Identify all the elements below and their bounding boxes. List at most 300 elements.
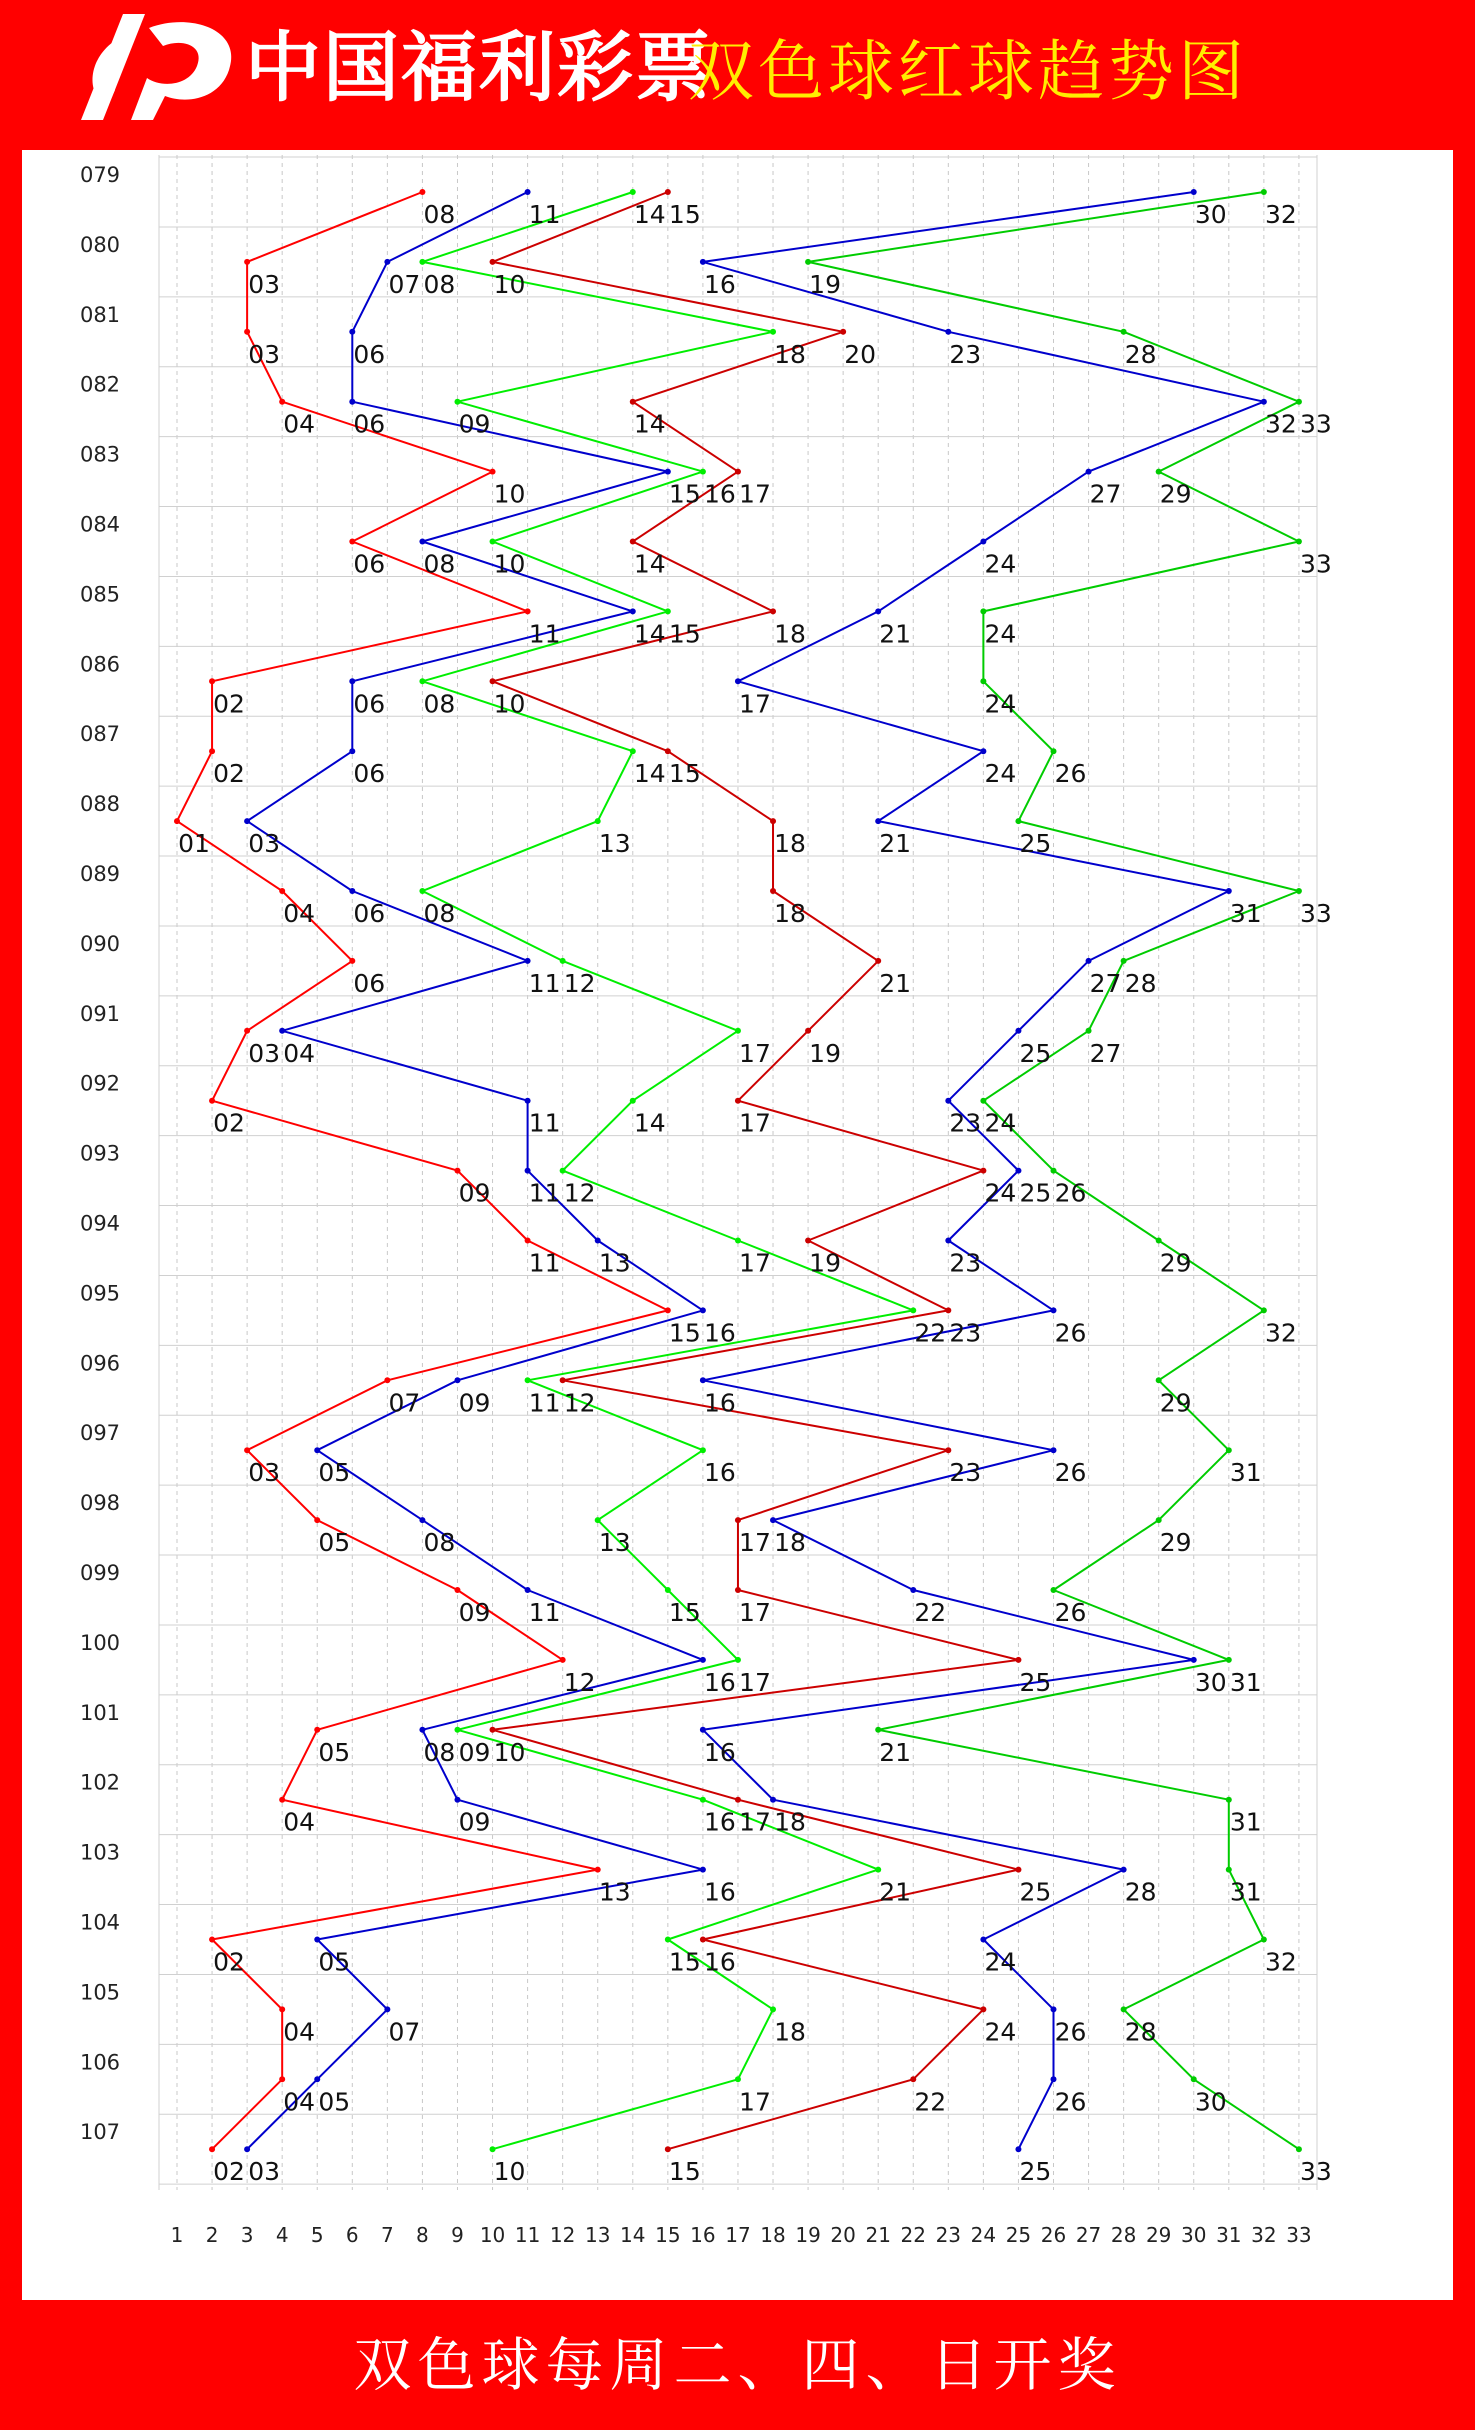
ball-number-label: 05: [318, 1737, 351, 1767]
ball-number-label: 23: [949, 339, 982, 369]
series-point-4: [805, 1028, 811, 1034]
x-tick-label: 17: [725, 2223, 751, 2247]
series-point-3: [700, 1447, 706, 1453]
ball-number-label: 24: [984, 689, 1017, 719]
ball-number-label: 29: [1159, 479, 1192, 509]
series-point-3: [525, 1377, 531, 1383]
ball-number-label: 10: [493, 689, 526, 719]
series-point-1: [560, 1657, 566, 1663]
series-point-4: [700, 1937, 706, 1943]
series-point-1: [665, 1307, 671, 1313]
series-point-3: [454, 1727, 460, 1733]
series-point-1: [209, 1098, 215, 1104]
series-point-5: [1086, 958, 1092, 964]
series-point-6: [1261, 189, 1267, 195]
ball-number-label: 33: [1300, 409, 1332, 439]
ball-number-label: 26: [1054, 1598, 1087, 1627]
series-point-6: [1121, 329, 1127, 335]
series-point-2: [314, 1447, 320, 1453]
ball-number-label: 30: [1194, 2087, 1227, 2117]
ball-number-label: 30: [1194, 1667, 1227, 1697]
series-point-2: [314, 2076, 320, 2082]
ball-number-label: 11: [528, 1108, 561, 1138]
ball-number-label: 03: [248, 829, 281, 859]
ball-number-label: 26: [1054, 759, 1087, 789]
x-tick-label: 21: [865, 2223, 891, 2247]
series-point-6: [1121, 2006, 1127, 2012]
ball-number-label: 28: [1124, 339, 1157, 369]
series-point-1: [490, 469, 496, 475]
series-point-6: [1121, 958, 1127, 964]
x-tick-label: 20: [830, 2223, 856, 2247]
ball-number-label: 16: [703, 1877, 736, 1907]
series-point-1: [244, 1028, 250, 1034]
series-point-2: [279, 1028, 285, 1034]
ball-number-label: 24: [984, 1947, 1017, 1977]
series-point-2: [349, 748, 355, 754]
series-point-4: [630, 539, 636, 545]
ball-number-label: 06: [353, 689, 386, 719]
x-tick-label: 6: [345, 2223, 359, 2247]
ball-number-label: 08: [423, 200, 456, 229]
period-label: 106: [79, 2050, 121, 2075]
series-point-6: [875, 1727, 881, 1733]
ball-number-label: 18: [774, 2017, 806, 2047]
ball-number-label: 08: [423, 689, 456, 719]
series-point-1: [209, 748, 215, 754]
series-point-1: [314, 1727, 320, 1733]
ball-number-label: 06: [353, 968, 386, 998]
series-point-3: [419, 678, 425, 684]
ball-number-label: 03: [248, 1038, 281, 1068]
series-point-3: [630, 189, 636, 195]
ball-number-label: 22: [914, 2087, 947, 2117]
ball-number-label: 06: [353, 409, 386, 439]
ball-number-label: 12: [563, 1178, 596, 1208]
x-tick-label: 18: [760, 2223, 786, 2247]
series-point-4: [945, 1307, 951, 1313]
series-point-3: [735, 1028, 741, 1034]
ball-number-label: 09: [458, 1178, 491, 1208]
series-point-4: [770, 608, 776, 614]
ball-number-label: 26: [1054, 2087, 1087, 2117]
x-tick-label: 12: [549, 2223, 576, 2247]
series-point-3: [630, 1098, 636, 1104]
ball-number-label: 23: [949, 1318, 982, 1348]
ball-number-label: 21: [879, 829, 912, 859]
series-point-5: [1051, 1307, 1057, 1313]
period-label: 103: [79, 1840, 121, 1865]
ball-number-label: 16: [703, 1667, 736, 1697]
ball-number-label: 03: [248, 2157, 281, 2187]
ball-number-label: 19: [809, 269, 841, 299]
ball-number-label: 16: [703, 1388, 736, 1418]
x-tick-label: 22: [900, 2223, 926, 2247]
series-point-6: [805, 259, 811, 265]
ball-number-label: 31: [1229, 1458, 1262, 1488]
series-point-3: [875, 1867, 881, 1873]
ball-number-label: 16: [703, 479, 736, 509]
ball-number-label: 25: [1019, 2157, 1052, 2187]
ball-number-label: 05: [318, 1528, 351, 1558]
period-label: 099: [79, 1561, 121, 1585]
x-tick-label: 4: [275, 2223, 289, 2247]
ball-number-label: 25: [1019, 1038, 1052, 1068]
period-label: 083: [79, 442, 121, 467]
ball-number-label: 12: [563, 1667, 596, 1697]
ball-number-label: 09: [458, 1737, 491, 1767]
ball-number-label: 10: [493, 269, 526, 299]
x-tick-label: 15: [655, 2223, 681, 2247]
series-point-4: [945, 1447, 951, 1453]
ball-number-label: 12: [563, 1388, 596, 1418]
period-label: 096: [79, 1351, 121, 1376]
ball-number-label: 28: [1124, 968, 1157, 998]
period-label: 080: [79, 232, 121, 257]
ball-number-label: 09: [458, 1388, 491, 1418]
ball-number-label: 15: [668, 759, 701, 789]
ball-number-label: 09: [458, 1807, 491, 1837]
ball-number-label: 27: [1089, 968, 1122, 998]
series-point-2: [630, 608, 636, 614]
series-point-3: [665, 1587, 671, 1593]
series-point-5: [945, 1098, 951, 1104]
series-point-2: [700, 1657, 706, 1663]
ball-number-label: 18: [774, 899, 806, 928]
series-point-2: [419, 539, 425, 545]
series-point-2: [419, 1727, 425, 1733]
ball-number-label: 19: [809, 1248, 841, 1278]
series-point-4: [875, 958, 881, 964]
ball-number-label: 33: [1300, 549, 1332, 579]
series-point-3: [490, 539, 496, 545]
header: [0, 0, 1475, 150]
ball-number-label: 11: [528, 1598, 561, 1627]
ball-number-label: 15: [668, 619, 701, 649]
ball-number-label: 25: [1019, 1877, 1052, 1907]
series-point-4: [980, 2006, 986, 2012]
period-label: 100: [79, 1630, 121, 1655]
x-tick-label: 32: [1251, 2223, 1277, 2247]
series-point-3: [735, 2076, 741, 2082]
ball-number-label: 06: [353, 899, 386, 928]
ball-number-label: 17: [739, 689, 771, 719]
ball-number-label: 12: [563, 968, 596, 998]
x-tick-label: 28: [1110, 2223, 1137, 2247]
ball-number-label: 13: [598, 829, 631, 859]
x-tick-label: 7: [380, 2223, 394, 2247]
ball-number-label: 22: [914, 1598, 947, 1627]
ball-number-label: 06: [353, 339, 386, 369]
ball-number-label: 07: [388, 269, 421, 299]
series-point-5: [1191, 1657, 1197, 1663]
series-point-5: [700, 259, 706, 265]
ball-number-label: 16: [703, 269, 736, 299]
series-point-4: [665, 748, 671, 754]
series-point-3: [770, 2006, 776, 2012]
period-label: 090: [79, 931, 121, 956]
series-point-4: [770, 888, 776, 894]
series-point-5: [1121, 1867, 1127, 1873]
series-point-5: [735, 678, 741, 684]
ball-number-label: 21: [879, 968, 912, 998]
ball-number-label: 24: [984, 1178, 1017, 1208]
period-label: 101: [79, 1700, 121, 1725]
series-point-5: [980, 748, 986, 754]
series-point-5: [770, 1797, 776, 1803]
ball-number-label: 23: [949, 1108, 982, 1138]
x-tick-label: 33: [1286, 2223, 1312, 2247]
series-point-1: [279, 888, 285, 894]
series-point-3: [595, 1517, 601, 1523]
ball-number-label: 23: [949, 1458, 982, 1488]
series-point-5: [945, 329, 951, 335]
series-point-4: [770, 818, 776, 824]
series-point-6: [1156, 1377, 1162, 1383]
x-tick-label: 27: [1075, 2223, 1102, 2247]
ball-number-label: 04: [283, 1038, 316, 1068]
ball-number-label: 02: [213, 1108, 245, 1138]
ball-number-label: 07: [388, 1388, 421, 1418]
ball-number-label: 13: [598, 1877, 631, 1907]
series-point-2: [454, 1797, 460, 1803]
ball-number-label: 17: [739, 1807, 771, 1837]
series-point-1: [279, 2076, 285, 2082]
ball-number-label: 24: [984, 619, 1017, 649]
x-tick-label: 23: [935, 2223, 962, 2247]
ball-number-label: 32: [1264, 200, 1297, 229]
ball-number-label: 21: [879, 619, 912, 649]
series-line-2: [247, 192, 703, 2149]
x-tick-label: 1: [170, 2223, 184, 2247]
series-point-2: [244, 2146, 250, 2152]
series-point-6: [1226, 1797, 1232, 1803]
ball-number-label: 17: [739, 2087, 771, 2117]
period-label: 079: [79, 163, 121, 187]
series-point-2: [525, 958, 531, 964]
series-point-3: [419, 888, 425, 894]
period-label: 091: [79, 1001, 121, 1026]
series-point-1: [525, 1238, 531, 1244]
ball-number-label: 16: [703, 1947, 736, 1977]
ball-number-label: 23: [949, 1248, 982, 1278]
ball-number-label: 18: [774, 829, 806, 859]
ball-number-label: 04: [283, 2087, 316, 2117]
ball-number-label: 02: [213, 759, 245, 789]
ball-number-label: 31: [1229, 899, 1262, 928]
ball-number-label: 10: [493, 1737, 526, 1767]
ball-number-label: 05: [318, 1458, 351, 1488]
ball-number-label: 08: [423, 1737, 456, 1767]
series-point-3: [560, 1168, 566, 1174]
series-point-2: [384, 2006, 390, 2012]
period-label: 088: [79, 792, 121, 817]
ball-number-label: 16: [703, 1807, 736, 1837]
ball-number-label: 27: [1089, 1038, 1122, 1068]
series-point-2: [454, 1377, 460, 1383]
series-point-6: [1296, 539, 1302, 545]
series-point-1: [209, 1937, 215, 1943]
series-point-2: [349, 888, 355, 894]
ball-number-label: 17: [739, 1038, 771, 1068]
series-point-1: [174, 818, 180, 824]
series-point-4: [735, 469, 741, 475]
series-point-1: [384, 1377, 390, 1383]
ball-number-label: 05: [318, 2087, 351, 2117]
ball-number-label: 21: [879, 1877, 912, 1907]
series-point-3: [910, 1307, 916, 1313]
series-point-5: [1226, 888, 1232, 894]
ball-number-label: 06: [353, 759, 386, 789]
ball-number-label: 08: [423, 269, 456, 299]
ball-number-label: 24: [984, 2017, 1017, 2047]
ball-number-label: 32: [1264, 409, 1297, 439]
series-point-4: [735, 1098, 741, 1104]
ball-number-label: 10: [493, 2157, 526, 2187]
x-tick-label: 30: [1181, 2223, 1207, 2247]
series-point-4: [1015, 1657, 1021, 1663]
ball-number-label: 17: [739, 479, 771, 509]
period-label: 107: [79, 2120, 121, 2145]
series-point-5: [700, 1727, 706, 1733]
period-label: 089: [79, 862, 121, 886]
series-point-6: [1296, 399, 1302, 405]
series-point-4: [735, 1517, 741, 1523]
x-tick-label: 2: [205, 2223, 219, 2247]
ball-number-label: 11: [528, 200, 561, 229]
series-point-4: [840, 329, 846, 335]
ball-number-label: 03: [248, 339, 281, 369]
x-tick-label: 11: [514, 2223, 541, 2247]
ball-number-label: 10: [493, 479, 526, 509]
x-tick-label: 16: [690, 2223, 716, 2247]
x-tick-label: 5: [310, 2223, 324, 2247]
series-point-3: [665, 1937, 671, 1943]
series-point-4: [560, 1377, 566, 1383]
series-point-6: [1226, 1867, 1232, 1873]
series-point-5: [1015, 1168, 1021, 1174]
x-tick-label: 29: [1145, 2223, 1172, 2247]
series-point-2: [244, 818, 250, 824]
series-point-5: [770, 1517, 776, 1523]
series-point-6: [1015, 818, 1021, 824]
series-point-5: [980, 1937, 986, 1943]
x-tick-label: 8: [416, 2223, 429, 2247]
series-point-2: [349, 329, 355, 335]
series-point-5: [945, 1238, 951, 1244]
series-point-6: [1156, 1517, 1162, 1523]
ball-number-label: 17: [739, 1108, 771, 1138]
series-point-2: [525, 189, 531, 195]
series-point-3: [735, 1238, 741, 1244]
series-point-1: [419, 189, 425, 195]
ball-number-label: 13: [598, 1528, 631, 1558]
ball-number-label: 33: [1300, 2157, 1332, 2187]
ball-number-label: 29: [1159, 1528, 1192, 1558]
series-point-2: [384, 259, 390, 265]
ball-number-label: 32: [1264, 1947, 1297, 1977]
ball-number-label: 26: [1054, 2017, 1087, 2047]
series-point-6: [1296, 888, 1302, 894]
ball-number-label: 15: [668, 479, 701, 509]
series-point-5: [1051, 2076, 1057, 2082]
series-point-1: [454, 1168, 460, 1174]
ball-number-label: 28: [1124, 2017, 1157, 2047]
ball-number-label: 22: [914, 1318, 947, 1348]
x-tick-label: 10: [479, 2223, 506, 2247]
period-label: 098: [79, 1491, 121, 1516]
series-point-5: [910, 1587, 916, 1593]
series-point-4: [1015, 1867, 1021, 1873]
series-point-4: [735, 1587, 741, 1593]
series-point-6: [1051, 748, 1057, 754]
period-label: 097: [79, 1421, 121, 1446]
ball-number-label: 18: [774, 619, 806, 649]
ball-number-label: 25: [1019, 1178, 1052, 1208]
ball-number-label: 04: [283, 899, 316, 928]
series-point-5: [1051, 2006, 1057, 2012]
series-point-1: [279, 399, 285, 405]
series-point-5: [1051, 1447, 1057, 1453]
ball-number-label: 14: [633, 200, 666, 229]
ball-number-label: 10: [493, 549, 526, 579]
trend-chart: [22, 150, 1453, 2300]
ball-number-label: 01: [178, 829, 210, 859]
series-point-6: [980, 678, 986, 684]
ball-number-label: 05: [318, 1947, 351, 1977]
period-label: 104: [79, 1910, 121, 1935]
ball-number-label: 14: [633, 759, 666, 789]
period-label: 093: [79, 1141, 121, 1166]
series-point-6: [980, 1098, 986, 1104]
series-point-3: [770, 329, 776, 335]
series-point-6: [1226, 1447, 1232, 1453]
x-tick-label: 3: [240, 2223, 254, 2247]
welfare-lottery-logo-icon: [75, 8, 245, 126]
x-tick-label: 25: [1005, 2223, 1032, 2247]
ball-number-label: 08: [423, 1528, 456, 1558]
period-label: 094: [79, 1211, 121, 1236]
ball-number-label: 28: [1124, 1877, 1157, 1907]
series-point-5: [1015, 1028, 1021, 1034]
series-point-3: [419, 259, 425, 265]
series-point-1: [244, 259, 250, 265]
series-point-3: [595, 818, 601, 824]
ball-number-label: 07: [388, 2017, 421, 2047]
period-label: 082: [79, 372, 121, 397]
series-point-6: [1261, 1307, 1267, 1313]
ball-number-label: 17: [739, 1528, 771, 1558]
series-point-6: [1191, 2076, 1197, 2082]
ball-number-label: 08: [423, 899, 456, 928]
series-point-3: [735, 1657, 741, 1663]
ball-number-label: 04: [283, 409, 316, 439]
ball-number-label: 04: [283, 2017, 316, 2047]
x-tick-label: 26: [1040, 2223, 1067, 2247]
ball-number-label: 03: [248, 1458, 281, 1488]
series-point-3: [700, 1797, 706, 1803]
series-point-1: [244, 329, 250, 335]
series-point-2: [349, 678, 355, 684]
series-point-1: [279, 2006, 285, 2012]
x-tick-label: 24: [970, 2223, 997, 2247]
series-point-1: [279, 1797, 285, 1803]
ball-number-label: 16: [703, 1458, 736, 1488]
period-label: 087: [79, 722, 121, 747]
series-point-3: [665, 608, 671, 614]
series-point-2: [595, 1238, 601, 1244]
series-point-4: [665, 2146, 671, 2152]
